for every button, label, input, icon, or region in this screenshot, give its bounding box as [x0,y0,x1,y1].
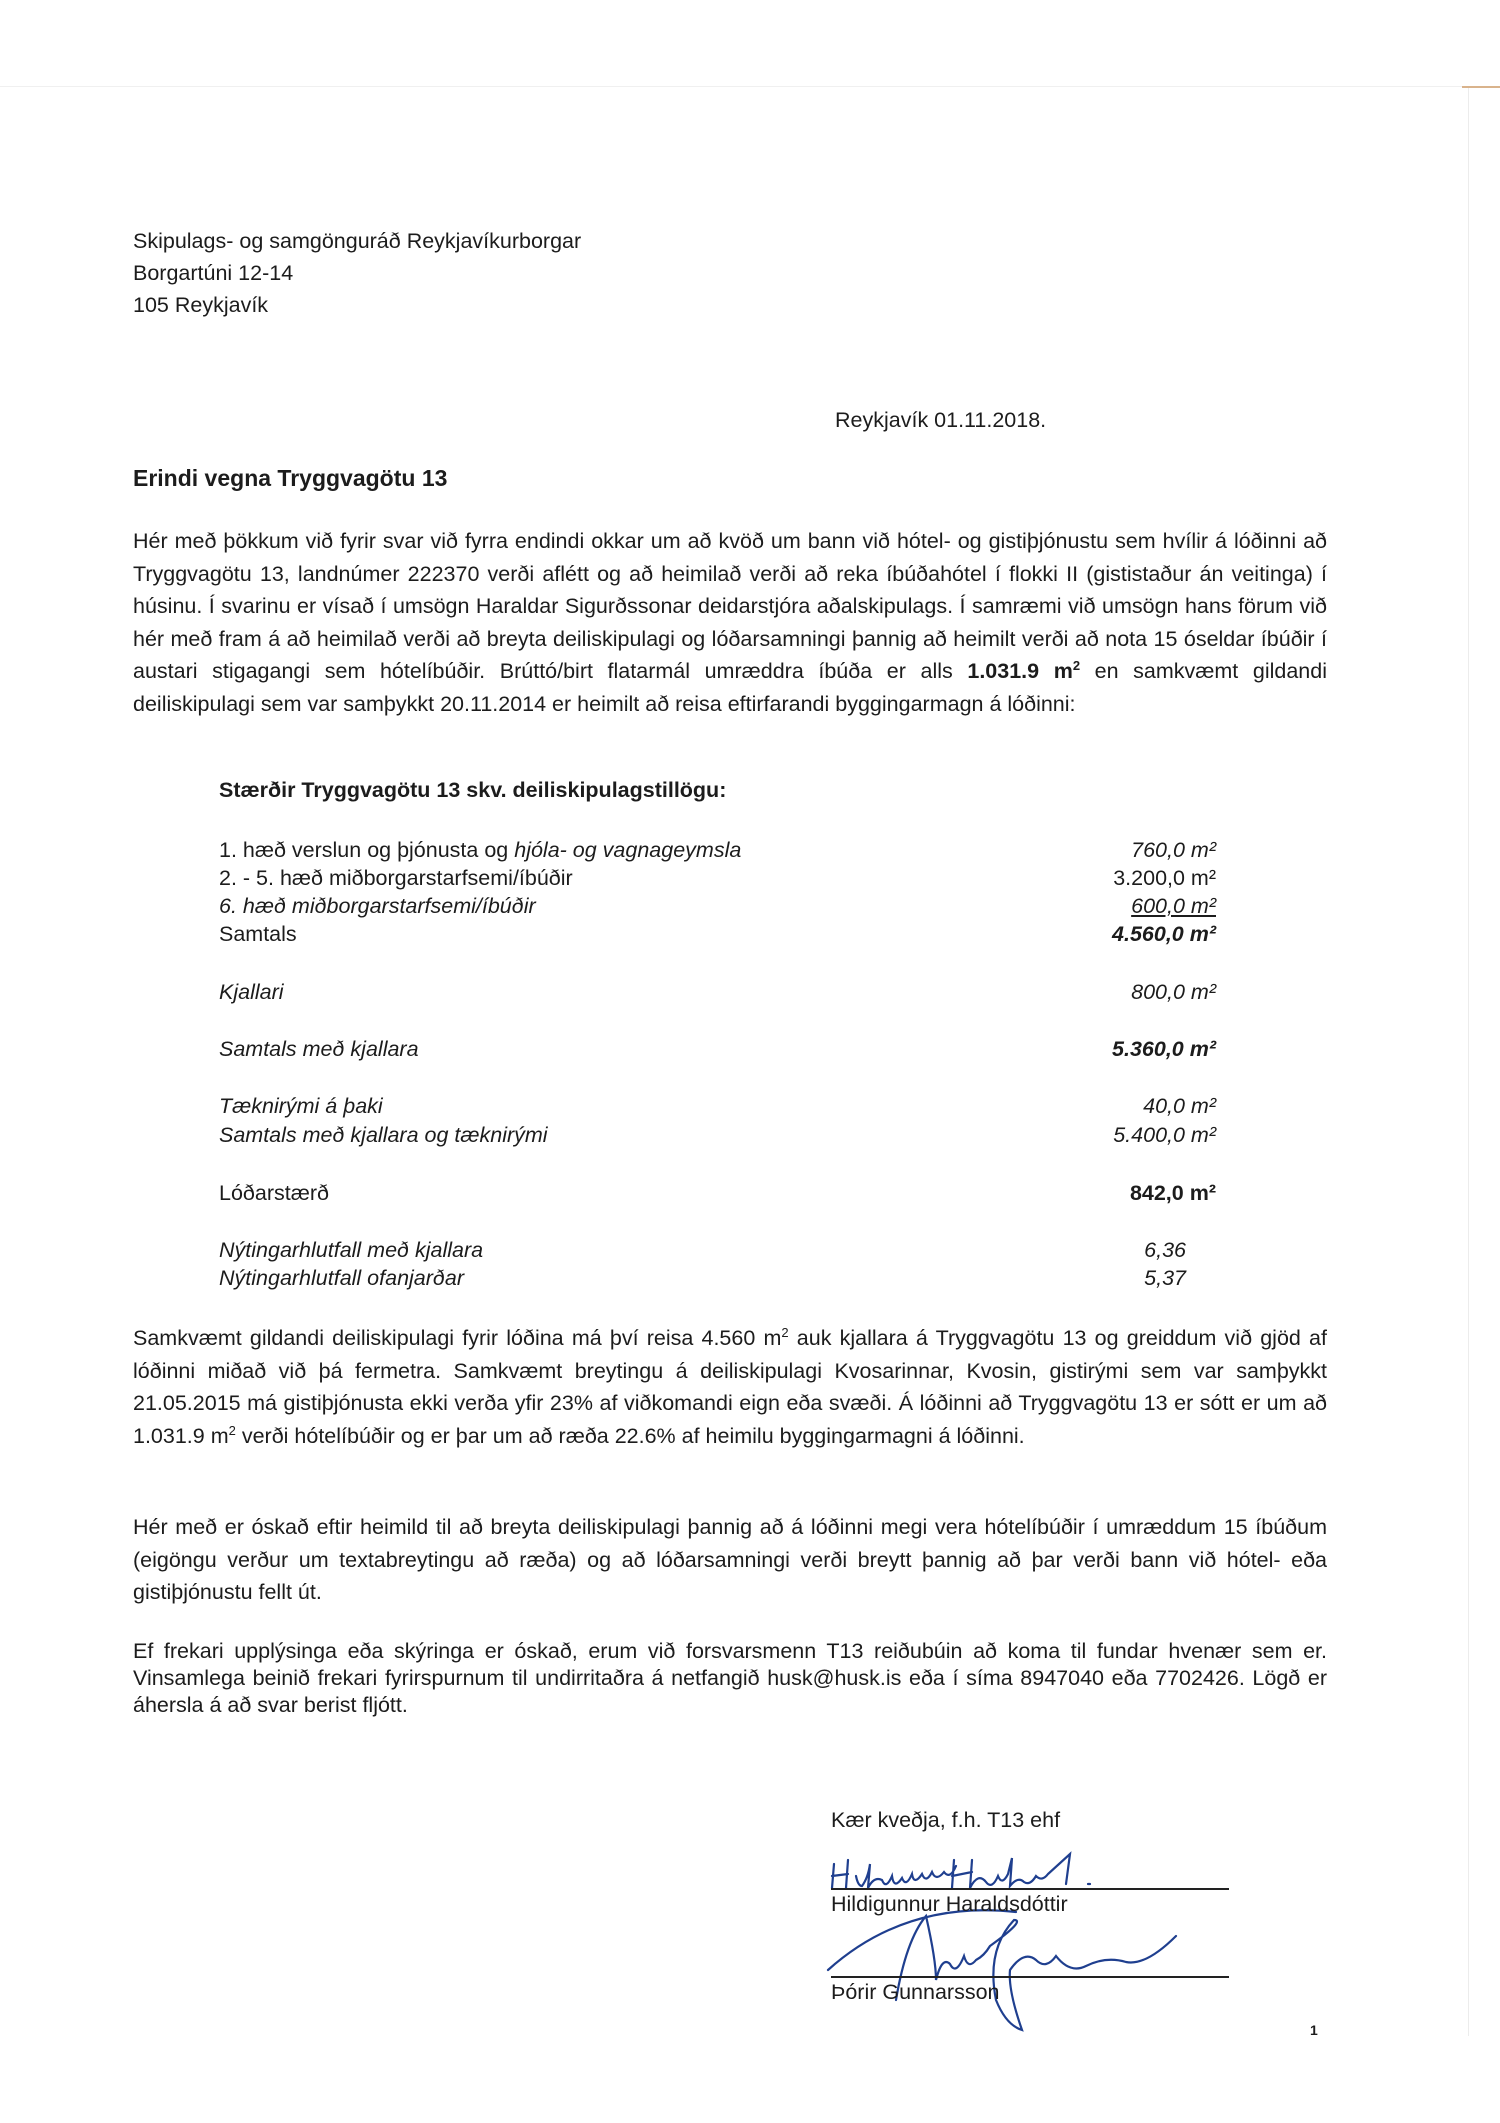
table-row-total: Samtals með kjallara 5.360,0 m² [219,1037,1216,1061]
paragraph-2: Samkvæmt gildandi deiliskipulagi fyrir lóðina má því reisa 4.560 $m^2$ auk kjallara á Tryggvagötu 13 og greiddum við gjöd af lóðinni miðað við þá fermetra. Samkvæmt breytingu á deiliskipulagi Kvosarinnar, Kvosin, gistirými sem var samþykkt 21.05.2015 má gistiþjónusta ekki verða yfir 23% af viðkomandi eign eða svæði. Á lóðinni að Tryggvagötu 13 er sótt er um að 1.031.9 $m^2$ verði hótelíbúðir og er þar um að ræða 22.6% af heimilu byggingarmagni á lóðinni. [133,1324,1327,1448]
para1-text-end: en samkvæmt gildandi deiliskipulagi sem var samþykkt 20.11.2014 er heimilt að reisa eftirfarandi byggingarmagn á lóðinni: [133,659,1327,716]
table-row: Nýtingarhlutfall ofanjarðar 5,37 [219,1266,1186,1290]
closing: Kær kveðja, f.h. T13 ehf [831,1808,1061,1832]
paragraph-3: Hér með er óskað eftir heimild til að breyta deiliskipulagi þannig að á lóðinni megi vera hótelíbúðir í umræddum 15 íbúðum (eigöngu verður um textabreytingu að ræða) og að lóðarsamningi verði breytt þannig að þar verði bann við hótel- eða gistiþjónustu fellt út. [133,1515,1327,1605]
paragraph-1 [133,525,1327,721]
table-title: Stærðir Tryggvagötu 13 skv. deiliskipulagstillögu: [219,778,727,802]
handwritten-signatures [826,1850,1246,2040]
letter-subject: Erindi vegna Tryggvagötu 13 [133,465,448,491]
table-row: Nýtingarhlutfall með kjallara 6,36 [219,1238,1186,1262]
recipient-city: 105 Reykjavík [133,293,269,317]
letter-date: Reykjavík 01.11.2018. [835,408,1047,432]
table-row: 1. hæð verslun og þjónusta og hjóla- og vagnageymsla 760,0 m² [219,838,1216,862]
signature-line [831,1888,1229,1890]
signature-hildigunnur [832,1854,1090,1888]
area-figure: 1.031.9 $m^2$ [967,658,1081,684]
scan-corner-mark [1462,86,1500,88]
table-row: Samtals með kjallara og tæknirými 5.400,0 m² [219,1123,1216,1147]
table-row-total: Samtals 4.560,0 m² [219,922,1216,946]
table-row: Tæknirými á þaki 40,0 m² [219,1094,1216,1118]
paragraph-4: Ef frekari upplýsinga eða skýringa er óskað, erum við forsvarsmenn T13 reiðubúin að koma til fundar hvenær sem er. Vinsamlega beinið frekari fyrirspurnum til undirritaðra á netfangið husk@husk.is eða í síma 8947040 eða 7702426. Lögð er áhersla á að svar berist fljótt. [133,1639,1327,1717]
signature-line [831,1976,1229,1978]
recipient-street: Borgartúni 12-14 [133,261,294,285]
signature-thorir [828,1910,1176,2030]
table-row: 6. hæð miðborgarstarfsemi/íbúðir 600,0 m² [219,894,1216,918]
signatory-name: Hildigunnur Haraldsdóttir [831,1892,1068,1916]
recipient-address [133,225,581,321]
page-number: 1 [1310,2022,1318,2038]
table-row: Kjallari 800,0 m² [219,980,1216,1004]
recipient-name: Skipulags- og samgönguráð Reykjavíkurborgar [133,229,582,253]
para1-text: Hér með þökkum við fyrir svar við fyrra endindi okkar um að kvöð um bann við hótel- og gistiþjónustu sem hvílir á lóðinni að Tryggvagötu 13, landnúmer 222370 verði aflétt og að heimilað verði að reka íbúðahótel í flokki II (gististaður án veitinga) í húsinu. Í svarinu er vísað í umsögn Haraldar Sigurðssonar deidarstjóra aðalskipulags. Í samræmi við umsögn hans förum við hér með fram á að heimilað verði að breyta deiliskipulagi og lóðarsamningi þannig að heimilt verði að nota 15 óseldar íbúðir í austari stigagangi sem hótelíbúðir. Brúttó/birt flatarmál umræddra íbúða er alls [133,529,1327,684]
table-row: Lóðarstærð 842,0 m² [219,1181,1216,1205]
scan-edge-right [1468,86,1469,2036]
signatory-name: Þórir Gunnarsson [831,1980,1000,2004]
scan-edge-top [0,86,1470,87]
table-row: 2. - 5. hæð miðborgarstarfsemi/íbúðir 3.200,0 m² [219,866,1216,890]
